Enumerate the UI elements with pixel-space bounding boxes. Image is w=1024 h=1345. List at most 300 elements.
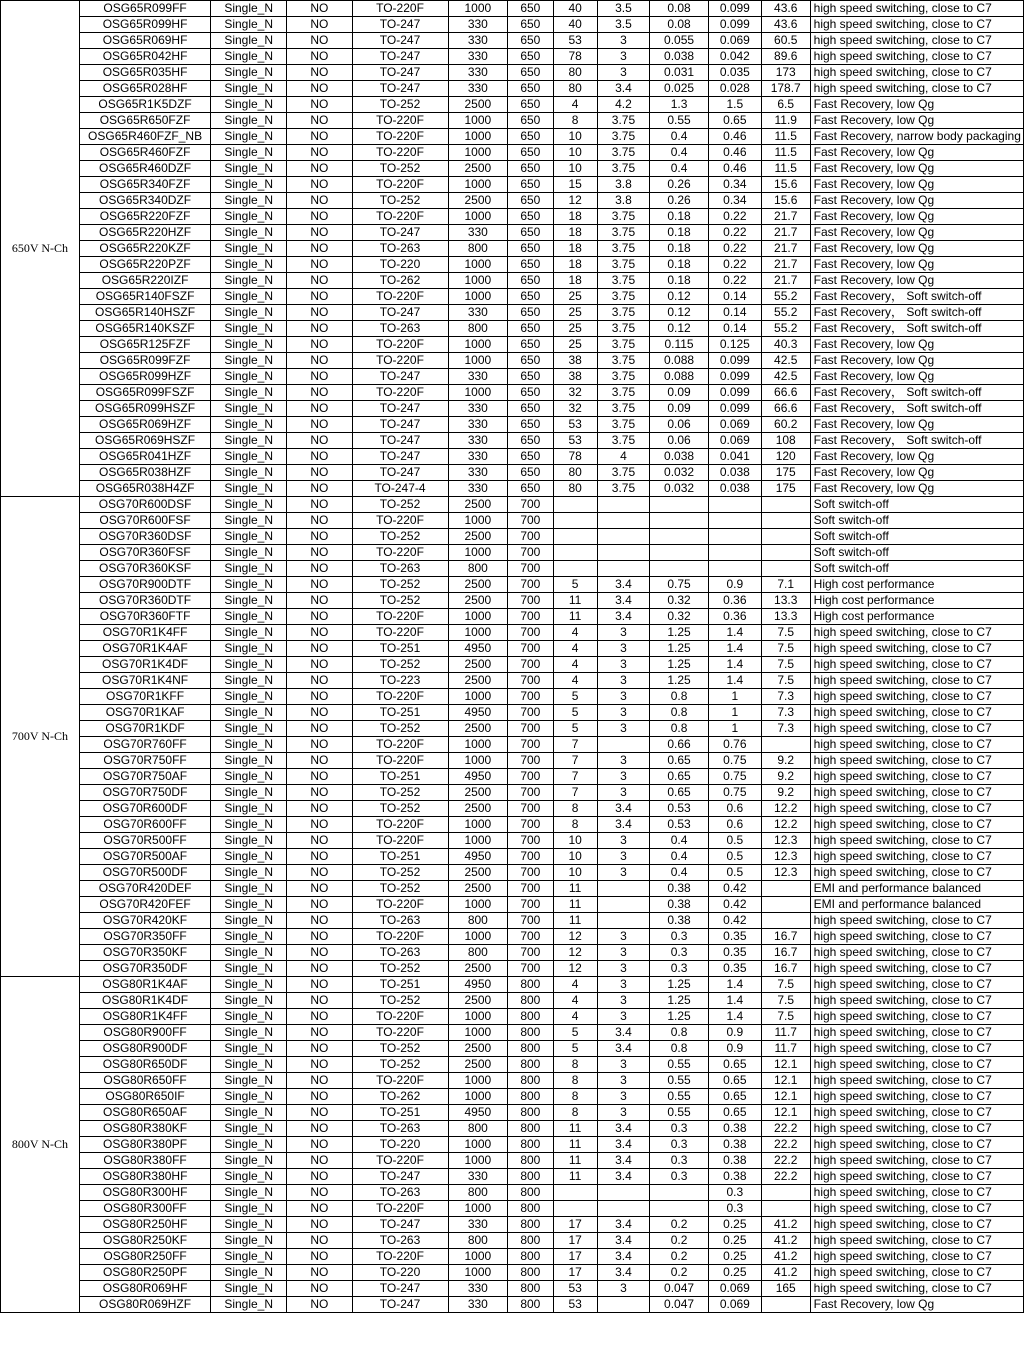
package-cell: TO-263 <box>352 945 448 961</box>
vds-cell: 800 <box>508 1009 553 1025</box>
rds-max-cell: 0.22 <box>708 257 761 273</box>
rds-max-cell: 0.22 <box>708 225 761 241</box>
spq-cell: 1000 <box>448 737 508 753</box>
spq-cell: 1000 <box>448 1153 508 1169</box>
rds-typ-cell: 0.3 <box>650 945 709 961</box>
vth-cell: 3 <box>597 625 650 641</box>
qg-cell <box>761 1297 810 1313</box>
rds-max-cell: 0.9 <box>708 1041 761 1057</box>
rds-typ-cell: 0.2 <box>650 1265 709 1281</box>
table-row <box>1 33 1024 49</box>
table-row <box>1 1073 1024 1089</box>
part-number-cell: OSG70R350FF <box>79 929 210 945</box>
spq-cell: 2500 <box>448 657 508 673</box>
id-cell: 11 <box>553 609 597 625</box>
vth-cell: 3.75 <box>597 225 650 241</box>
package-cell: TO-220F <box>352 1201 448 1217</box>
vds-cell: 700 <box>508 673 553 689</box>
package-cell: TO-220F <box>352 289 448 305</box>
spq-cell: 2500 <box>448 529 508 545</box>
qualified-cell: NO <box>287 977 352 993</box>
package-cell: TO-220F <box>352 897 448 913</box>
configuration-cell: Single_N <box>211 497 287 513</box>
spq-cell: 330 <box>448 1217 508 1233</box>
rds-max-cell: 0.46 <box>708 145 761 161</box>
vds-cell: 650 <box>508 113 553 129</box>
rds-max-cell: 0.6 <box>708 801 761 817</box>
table-row <box>1 833 1024 849</box>
part-number-cell: OSG65R035HF <box>79 65 210 81</box>
id-cell: 11 <box>553 881 597 897</box>
vds-cell: 650 <box>508 17 553 33</box>
vds-cell: 700 <box>508 705 553 721</box>
id-cell: 4 <box>553 657 597 673</box>
package-cell: TO-263 <box>352 561 448 577</box>
rds-typ-cell: 1.25 <box>650 1009 709 1025</box>
package-cell: TO-263 <box>352 321 448 337</box>
rds-typ-cell: 0.3 <box>650 929 709 945</box>
configuration-cell: Single_N <box>211 1153 287 1169</box>
package-cell: TO-220F <box>352 177 448 193</box>
spq-cell: 1000 <box>448 833 508 849</box>
vds-cell: 700 <box>508 881 553 897</box>
vth-cell <box>597 497 650 513</box>
vds-cell: 700 <box>508 497 553 513</box>
package-cell: TO-252 <box>352 657 448 673</box>
qg-cell: 178.7 <box>761 81 810 97</box>
id-cell: 32 <box>553 401 597 417</box>
rds-typ-cell: 0.12 <box>650 289 709 305</box>
part-number-cell: OSG80R380PF <box>79 1137 210 1153</box>
rds-typ-cell: 0.38 <box>650 913 709 929</box>
description-cell: high speed switching, close to C7 <box>810 1265 1023 1281</box>
id-cell: 4 <box>553 977 597 993</box>
vds-cell: 800 <box>508 1185 553 1201</box>
description-cell: high speed switching, close to C7 <box>810 945 1023 961</box>
package-cell: TO-247 <box>352 1169 448 1185</box>
id-cell: 10 <box>553 129 597 145</box>
qg-cell: 15.6 <box>761 193 810 209</box>
rds-typ-cell: 0.038 <box>650 449 709 465</box>
qualified-cell: NO <box>287 1057 352 1073</box>
qg-cell: 7.5 <box>761 977 810 993</box>
package-cell: TO-220 <box>352 1137 448 1153</box>
qualified-cell: NO <box>287 1201 352 1217</box>
configuration-cell: Single_N <box>211 145 287 161</box>
configuration-cell: Single_N <box>211 1185 287 1201</box>
spq-cell: 1000 <box>448 817 508 833</box>
qualified-cell: NO <box>287 529 352 545</box>
configuration-cell: Single_N <box>211 1009 287 1025</box>
vds-cell: 650 <box>508 145 553 161</box>
description-cell: Fast Recovery， Soft switch-off <box>810 289 1023 305</box>
vth-cell: 3.75 <box>597 481 650 497</box>
part-number-cell: OSG80R650IF <box>79 1089 210 1105</box>
rds-max-cell: 1.4 <box>708 657 761 673</box>
configuration-cell: Single_N <box>211 1281 287 1297</box>
configuration-cell: Single_N <box>211 993 287 1009</box>
id-cell: 80 <box>553 481 597 497</box>
vds-cell: 800 <box>508 1137 553 1153</box>
id-cell: 18 <box>553 241 597 257</box>
qualified-cell: NO <box>287 833 352 849</box>
vth-cell: 3.8 <box>597 193 650 209</box>
id-cell: 38 <box>553 369 597 385</box>
qg-cell: 13.3 <box>761 593 810 609</box>
spq-cell: 800 <box>448 241 508 257</box>
spq-cell: 4950 <box>448 705 508 721</box>
package-cell: TO-252 <box>352 497 448 513</box>
part-number-cell: OSG80R900FF <box>79 1025 210 1041</box>
part-number-cell: OSG70R1KAF <box>79 705 210 721</box>
rds-typ-cell: 0.4 <box>650 161 709 177</box>
package-cell: TO-262 <box>352 273 448 289</box>
rds-max-cell: 0.34 <box>708 177 761 193</box>
rds-max-cell: 0.099 <box>708 1 761 17</box>
qualified-cell: NO <box>287 1105 352 1121</box>
id-cell: 17 <box>553 1249 597 1265</box>
rds-typ-cell: 0.8 <box>650 1025 709 1041</box>
vds-cell: 700 <box>508 961 553 977</box>
rds-max-cell <box>708 497 761 513</box>
rds-typ-cell: 0.4 <box>650 145 709 161</box>
spq-cell: 2500 <box>448 673 508 689</box>
table-row <box>1 881 1024 897</box>
vth-cell: 3 <box>597 689 650 705</box>
rds-max-cell: 0.099 <box>708 385 761 401</box>
package-cell: TO-220F <box>352 385 448 401</box>
id-cell: 80 <box>553 81 597 97</box>
id-cell: 53 <box>553 417 597 433</box>
description-cell: Soft switch-off <box>810 497 1023 513</box>
part-number-cell: OSG70R600DF <box>79 801 210 817</box>
description-cell: high speed switching, close to C7 <box>810 817 1023 833</box>
description-cell: high speed switching, close to C7 <box>810 833 1023 849</box>
package-cell: TO-252 <box>352 97 448 113</box>
description-cell: Soft switch-off <box>810 561 1023 577</box>
rds-typ-cell: 0.031 <box>650 65 709 81</box>
description-cell: high speed switching, close to C7 <box>810 1025 1023 1041</box>
description-cell: Fast Recovery, low Qg <box>810 241 1023 257</box>
configuration-cell: Single_N <box>211 1073 287 1089</box>
spq-cell: 1000 <box>448 929 508 945</box>
id-cell <box>553 513 597 529</box>
spq-cell: 1000 <box>448 257 508 273</box>
qg-cell: 7.1 <box>761 577 810 593</box>
vds-cell: 650 <box>508 129 553 145</box>
id-cell: 10 <box>553 849 597 865</box>
part-number-cell: OSG80R900DF <box>79 1041 210 1057</box>
description-cell: Soft switch-off <box>810 513 1023 529</box>
qualified-cell: NO <box>287 1137 352 1153</box>
description-cell: high speed switching, close to C7 <box>810 1169 1023 1185</box>
rds-typ-cell <box>650 545 709 561</box>
vth-cell: 4.2 <box>597 97 650 113</box>
vth-cell: 3.75 <box>597 273 650 289</box>
qualified-cell: NO <box>287 49 352 65</box>
description-cell: high speed switching, close to C7 <box>810 801 1023 817</box>
qg-cell: 66.6 <box>761 385 810 401</box>
table-row <box>1 401 1024 417</box>
part-number-cell: OSG70R420DEF <box>79 881 210 897</box>
table-row <box>1 561 1024 577</box>
qg-cell: 41.2 <box>761 1233 810 1249</box>
qg-cell <box>761 737 810 753</box>
description-cell: Fast Recovery, low Qg <box>810 417 1023 433</box>
vth-cell: 3 <box>597 849 650 865</box>
id-cell: 11 <box>553 897 597 913</box>
rds-max-cell: 0.35 <box>708 929 761 945</box>
part-number-cell: OSG70R1K4AF <box>79 641 210 657</box>
qg-cell: 21.7 <box>761 225 810 241</box>
table-row <box>1 673 1024 689</box>
vds-cell: 650 <box>508 369 553 385</box>
spq-cell: 330 <box>448 465 508 481</box>
qg-cell <box>761 1201 810 1217</box>
id-cell: 8 <box>553 1057 597 1073</box>
qg-cell: 60.5 <box>761 33 810 49</box>
qualified-cell: NO <box>287 305 352 321</box>
rds-max-cell: 0.125 <box>708 337 761 353</box>
part-number-cell: OSG65R140FSZF <box>79 289 210 305</box>
vth-cell: 3.75 <box>597 337 650 353</box>
configuration-cell: Single_N <box>211 673 287 689</box>
qualified-cell: NO <box>287 577 352 593</box>
qg-cell <box>761 913 810 929</box>
vds-cell: 800 <box>508 1281 553 1297</box>
package-cell: TO-220F <box>352 129 448 145</box>
description-cell: high speed switching, close to C7 <box>810 753 1023 769</box>
qg-cell: 7.5 <box>761 625 810 641</box>
id-cell: 7 <box>553 785 597 801</box>
description-cell: high speed switching, close to C7 <box>810 849 1023 865</box>
rds-max-cell: 0.36 <box>708 593 761 609</box>
table-row <box>1 593 1024 609</box>
qg-cell: 12.1 <box>761 1073 810 1089</box>
table-row <box>1 1025 1024 1041</box>
qualified-cell: NO <box>287 913 352 929</box>
part-number-cell: OSG65R099FZF <box>79 353 210 369</box>
rds-max-cell: 0.038 <box>708 481 761 497</box>
package-cell: TO-220 <box>352 257 448 273</box>
configuration-cell: Single_N <box>211 1137 287 1153</box>
vth-cell: 3.75 <box>597 353 650 369</box>
rds-max-cell: 0.028 <box>708 81 761 97</box>
vth-cell: 3 <box>597 833 650 849</box>
rds-max-cell: 0.34 <box>708 193 761 209</box>
package-cell: TO-247 <box>352 17 448 33</box>
configuration-cell: Single_N <box>211 1201 287 1217</box>
package-cell: TO-252 <box>352 785 448 801</box>
package-cell: TO-263 <box>352 1233 448 1249</box>
package-cell: TO-220F <box>352 817 448 833</box>
part-number-cell: OSG70R360FTF <box>79 609 210 625</box>
id-cell <box>553 561 597 577</box>
id-cell: 17 <box>553 1265 597 1281</box>
description-cell: Fast Recovery, low Qg <box>810 193 1023 209</box>
rds-max-cell: 0.9 <box>708 577 761 593</box>
vth-cell <box>597 1201 650 1217</box>
rds-typ-cell: 0.3 <box>650 1137 709 1153</box>
rds-typ-cell: 0.06 <box>650 433 709 449</box>
id-cell: 78 <box>553 449 597 465</box>
qualified-cell: NO <box>287 673 352 689</box>
configuration-cell: Single_N <box>211 1233 287 1249</box>
qualified-cell: NO <box>287 561 352 577</box>
qg-cell: 11.7 <box>761 1041 810 1057</box>
qg-cell: 7.5 <box>761 641 810 657</box>
rds-typ-cell: 0.025 <box>650 81 709 97</box>
configuration-cell: Single_N <box>211 129 287 145</box>
qualified-cell: NO <box>287 689 352 705</box>
vds-cell: 800 <box>508 1297 553 1313</box>
rds-typ-cell: 0.18 <box>650 241 709 257</box>
package-cell: TO-252 <box>352 801 448 817</box>
configuration-cell: Single_N <box>211 289 287 305</box>
vth-cell: 3 <box>597 961 650 977</box>
package-cell: TO-252 <box>352 865 448 881</box>
spq-cell: 2500 <box>448 193 508 209</box>
table-row <box>1 801 1024 817</box>
spq-cell: 4950 <box>448 769 508 785</box>
spq-cell: 1000 <box>448 129 508 145</box>
rds-typ-cell <box>650 1185 709 1201</box>
rds-max-cell: 1.4 <box>708 673 761 689</box>
qualified-cell: NO <box>287 513 352 529</box>
qg-cell: 9.2 <box>761 785 810 801</box>
table-row <box>1 177 1024 193</box>
rds-max-cell: 0.035 <box>708 65 761 81</box>
qg-cell: 55.2 <box>761 321 810 337</box>
id-cell: 18 <box>553 273 597 289</box>
description-cell: high speed switching, close to C7 <box>810 1041 1023 1057</box>
vds-cell: 650 <box>508 209 553 225</box>
rds-max-cell: 0.46 <box>708 161 761 177</box>
package-cell: TO-247-4 <box>352 481 448 497</box>
description-cell: high speed switching, close to C7 <box>810 1249 1023 1265</box>
vth-cell: 3.75 <box>597 289 650 305</box>
id-cell: 11 <box>553 1121 597 1137</box>
part-number-cell: OSG70R1K4FF <box>79 625 210 641</box>
rds-typ-cell: 0.75 <box>650 577 709 593</box>
qg-cell: 12.1 <box>761 1105 810 1121</box>
part-number-cell: OSG65R650FZF <box>79 113 210 129</box>
configuration-cell: Single_N <box>211 17 287 33</box>
spq-cell: 1000 <box>448 689 508 705</box>
description-cell: Fast Recovery, low Qg <box>810 257 1023 273</box>
qualified-cell: NO <box>287 177 352 193</box>
spq-cell: 1000 <box>448 385 508 401</box>
qualified-cell: NO <box>287 449 352 465</box>
configuration-cell: Single_N <box>211 801 287 817</box>
package-cell: TO-252 <box>352 1041 448 1057</box>
vth-cell: 3 <box>597 785 650 801</box>
package-cell: TO-251 <box>352 705 448 721</box>
rds-max-cell: 1.4 <box>708 993 761 1009</box>
vth-cell: 3 <box>597 1089 650 1105</box>
vds-cell: 800 <box>508 1169 553 1185</box>
qg-cell: 16.7 <box>761 929 810 945</box>
id-cell: 4 <box>553 993 597 1009</box>
id-cell: 18 <box>553 225 597 241</box>
vth-cell: 3.4 <box>597 1265 650 1281</box>
qualified-cell: NO <box>287 1121 352 1137</box>
qg-cell: 66.6 <box>761 401 810 417</box>
configuration-cell: Single_N <box>211 449 287 465</box>
spq-cell: 2500 <box>448 961 508 977</box>
qualified-cell: NO <box>287 657 352 673</box>
vth-cell: 3 <box>597 1057 650 1073</box>
package-cell: TO-220F <box>352 929 448 945</box>
table-row <box>1 1121 1024 1137</box>
table-row <box>1 433 1024 449</box>
part-number-cell: OSG70R600FSF <box>79 513 210 529</box>
vth-cell: 3.75 <box>597 369 650 385</box>
spq-cell: 330 <box>448 1297 508 1313</box>
rds-max-cell: 0.099 <box>708 353 761 369</box>
spq-cell: 2500 <box>448 993 508 1009</box>
part-number-cell: OSG80R069HF <box>79 1281 210 1297</box>
rds-max-cell: 1 <box>708 689 761 705</box>
qg-cell: 60.2 <box>761 417 810 433</box>
configuration-cell: Single_N <box>211 817 287 833</box>
vth-cell <box>597 1297 650 1313</box>
spq-cell: 800 <box>448 1185 508 1201</box>
vds-cell: 800 <box>508 1089 553 1105</box>
part-number-cell: OSG65R099FSZF <box>79 385 210 401</box>
table-row <box>1 241 1024 257</box>
rds-typ-cell: 0.08 <box>650 1 709 17</box>
vds-cell: 650 <box>508 241 553 257</box>
vds-cell: 650 <box>508 1 553 17</box>
rds-max-cell: 0.42 <box>708 913 761 929</box>
part-number-cell: OSG70R360KSF <box>79 561 210 577</box>
part-number-cell: OSG70R1K4DF <box>79 657 210 673</box>
qualified-cell: NO <box>287 113 352 129</box>
rds-typ-cell: 0.2 <box>650 1217 709 1233</box>
vds-cell: 700 <box>508 641 553 657</box>
spq-cell: 2500 <box>448 881 508 897</box>
qg-cell: 7.3 <box>761 721 810 737</box>
table-row <box>1 369 1024 385</box>
spq-cell: 2500 <box>448 97 508 113</box>
rds-typ-cell: 0.2 <box>650 1233 709 1249</box>
qualified-cell: NO <box>287 721 352 737</box>
qualified-cell: NO <box>287 161 352 177</box>
package-cell: TO-247 <box>352 369 448 385</box>
rds-max-cell: 0.5 <box>708 833 761 849</box>
vds-cell: 700 <box>508 657 553 673</box>
configuration-cell: Single_N <box>211 433 287 449</box>
table-row <box>1 129 1024 145</box>
package-cell: TO-220F <box>352 689 448 705</box>
vds-cell: 800 <box>508 1057 553 1073</box>
configuration-cell: Single_N <box>211 1265 287 1281</box>
vth-cell: 3.75 <box>597 305 650 321</box>
spq-cell: 800 <box>448 1233 508 1249</box>
rds-typ-cell: 0.06 <box>650 417 709 433</box>
table-row <box>1 289 1024 305</box>
package-cell: TO-247 <box>352 225 448 241</box>
package-cell: TO-247 <box>352 65 448 81</box>
id-cell: 5 <box>553 1025 597 1041</box>
rds-max-cell: 0.3 <box>708 1201 761 1217</box>
description-cell: high speed switching, close to C7 <box>810 1009 1023 1025</box>
qualified-cell: NO <box>287 337 352 353</box>
qualified-cell: NO <box>287 593 352 609</box>
description-cell: high speed switching, close to C7 <box>810 657 1023 673</box>
part-number-cell: OSG65R099HZF <box>79 369 210 385</box>
